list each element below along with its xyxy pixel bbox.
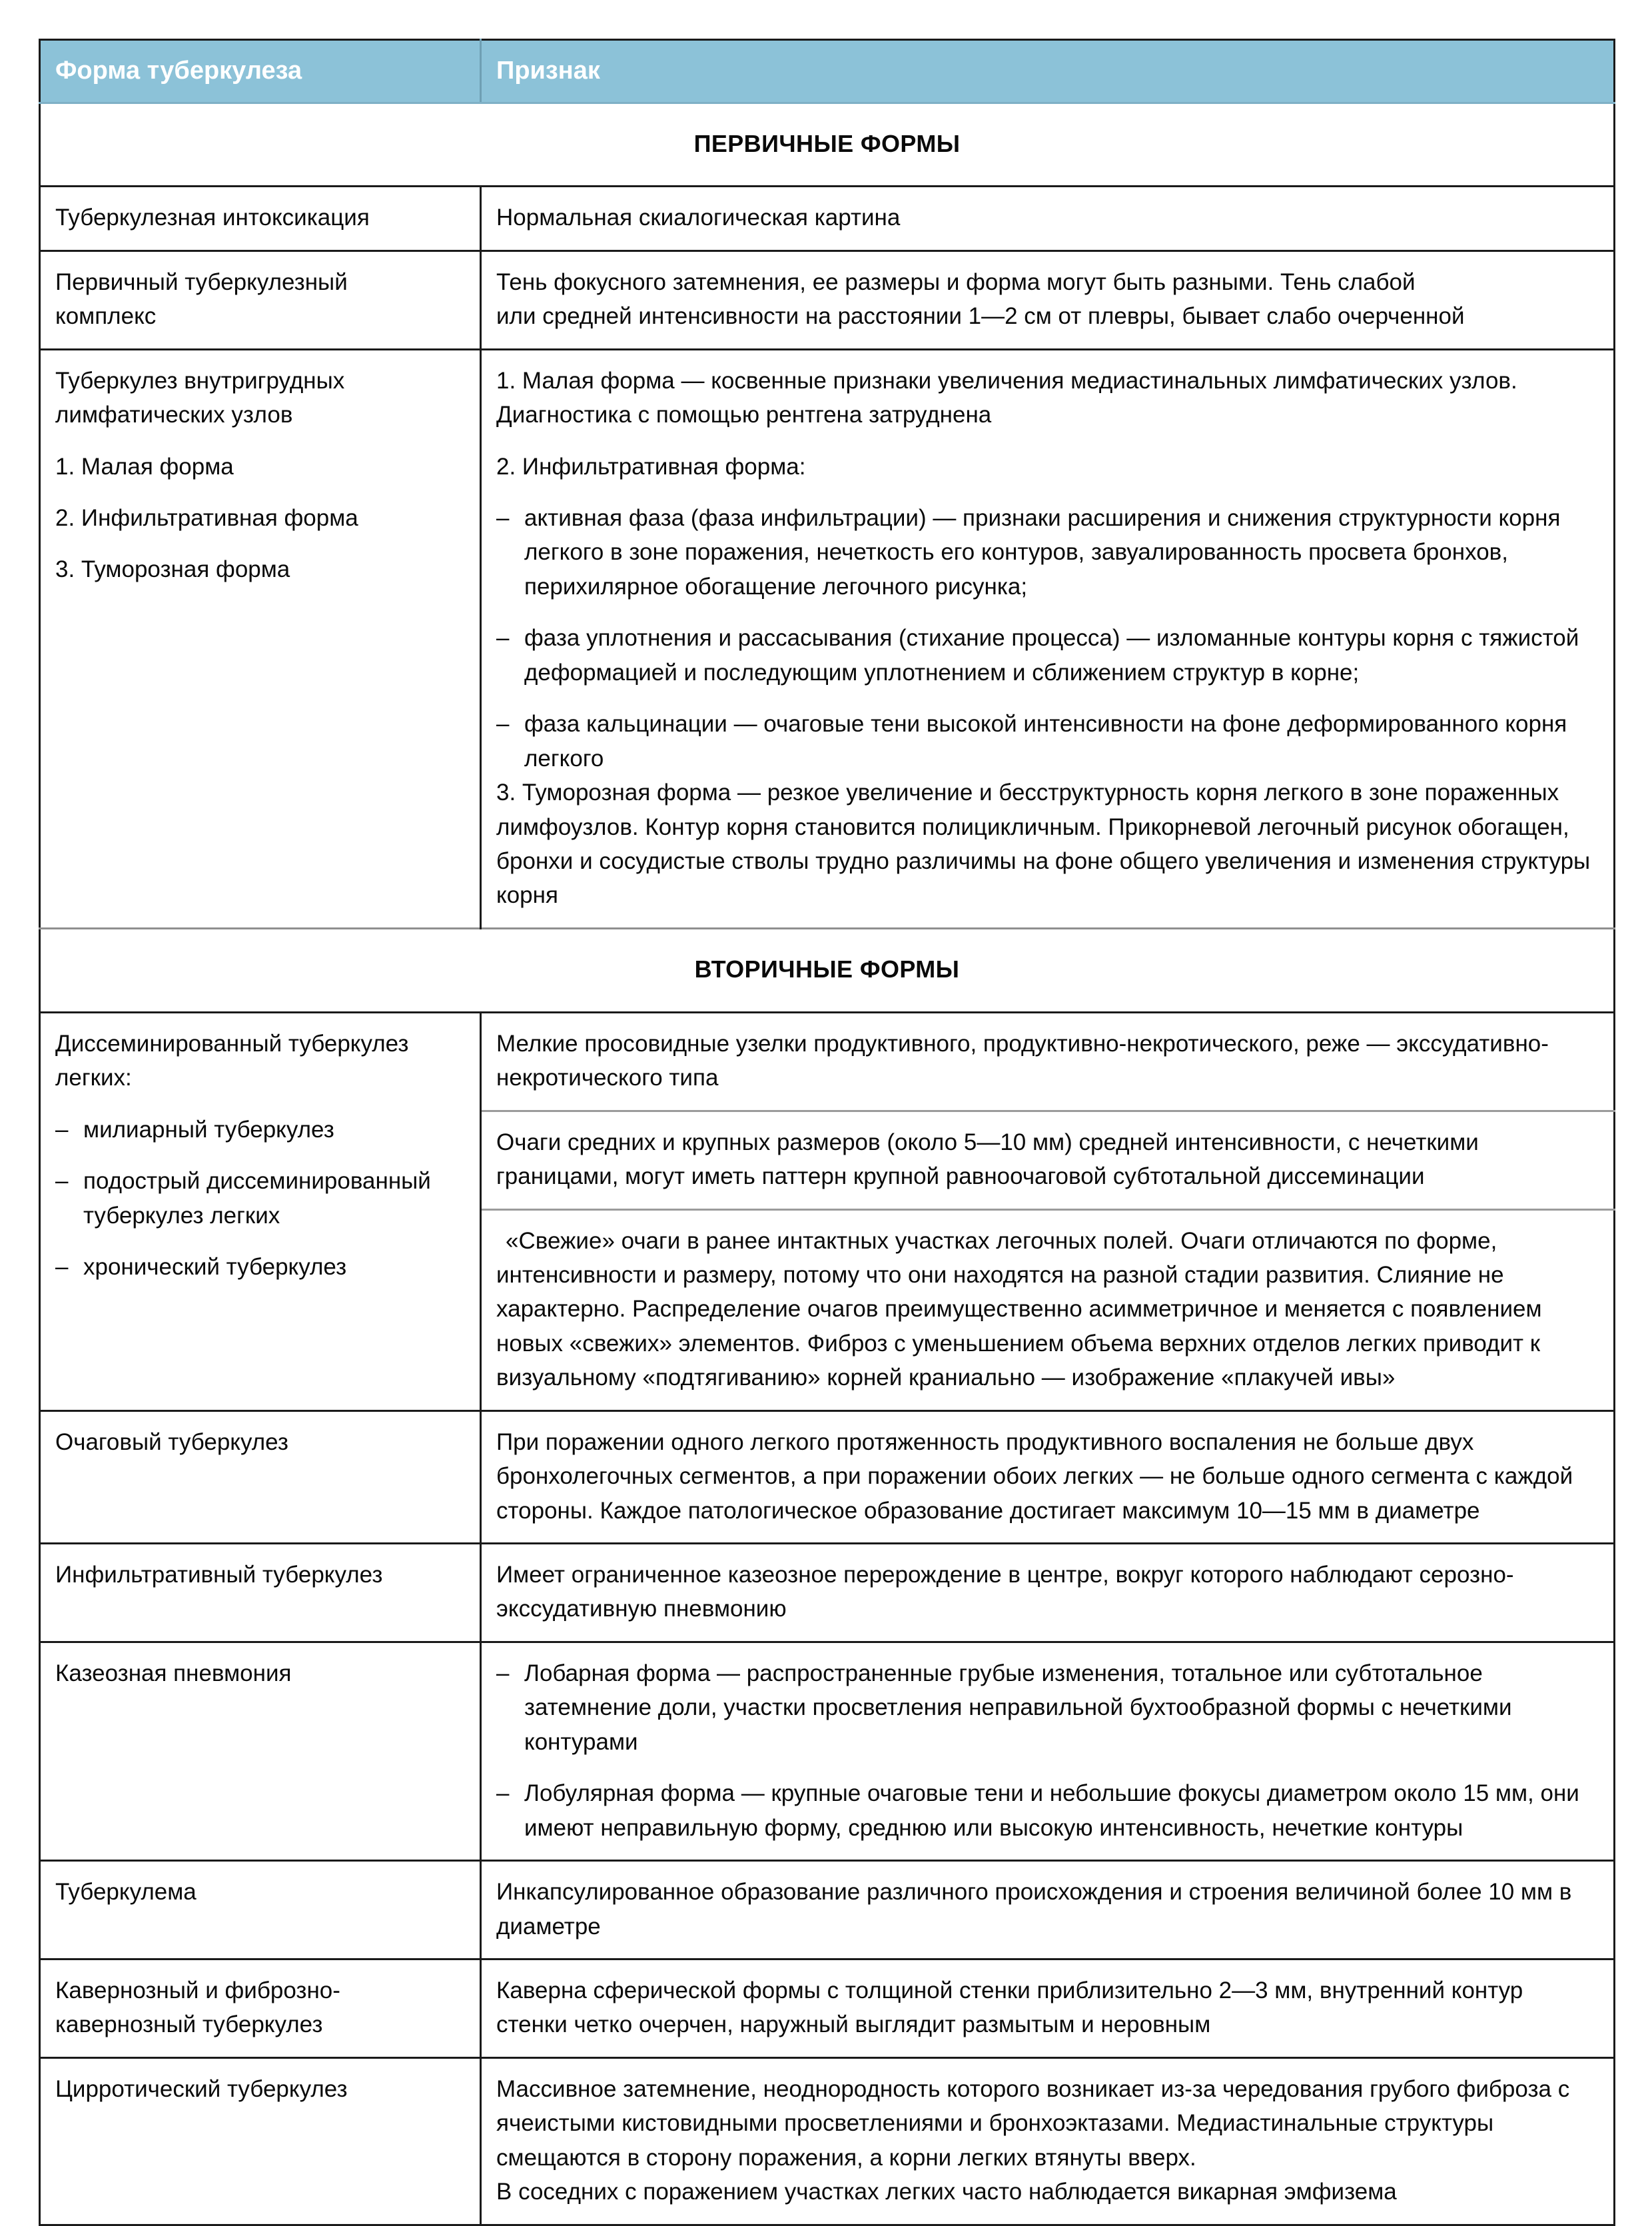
paragraph: 2. Инфильтративная форма: [496, 453, 806, 480]
text-line: Тень фокусного затемнения, ее размеры и форма могут быть разными. Тень слабой [496, 269, 1416, 295]
list-item-text: активная фаза (фаза инфильтрации) — признаки расширения и снижения структурности корня легкого в зоне поражения, нечеткость его контуров, завуалированность просвета бронхов, перихилярное обогащение легочного рисунка; [524, 505, 1561, 600]
text-line: Кавернозный и фиброзно- [55, 1977, 340, 2003]
section-title-primary: ПЕРВИЧНЫЕ ФОРМЫ [40, 103, 1615, 187]
cell-sign-cavernous: Каверна сферической формы с толщиной стенки приблизительно 2—3 мм, внутренний контур стенки четко очерчен, наружный выглядит размытым и неровным [481, 1959, 1615, 2057]
text-line: или средней интенсивности на расстоянии 1—2 см от плевры, бывает слабо очерченной [496, 303, 1465, 330]
dash-marker: – [496, 505, 510, 532]
column-header-form: Форма туберкулеза [40, 40, 481, 103]
cell-form-intoxication: Туберкулезная интоксикация [40, 187, 481, 251]
list-item-text: фаза уплотнения и рассасывания (стихание процесса) — изломанные контуры корня с тяжистой деформацией и последующим уплотнением и сближением структур в корне; [524, 625, 1579, 686]
cell-form-focal: Очаговый туберкулез [40, 1410, 481, 1543]
text-line: легких: [55, 1065, 132, 1091]
list-item-text: милиарный туберкулез [83, 1116, 334, 1143]
cell-form-cavernous [40, 1959, 481, 2057]
list-item-text: Лобарная форма — распространенные грубые изменения, тотальное или субтотальное затемнение доли, участки просветления неправильной бухтообразной формы с нечеткими контурами [524, 1660, 1512, 1755]
dash-marker: – [55, 1116, 69, 1143]
cell-form-disseminated [40, 1012, 481, 1410]
paragraph: Массивное затемнение, неоднородность которого возникает из-за чередования грубого фиброза с ячеистыми кистовидными просветлениями и бронхоэктазами. Медиастинальные структуры смещаются в сторону поражения, а корни легких втянуты вверх. [496, 2075, 1570, 2171]
phase-list [496, 501, 1599, 776]
table-body [40, 103, 1615, 2225]
form-subitems [55, 450, 465, 587]
cell-sign-caseous-pneumonia [481, 1642, 1615, 1860]
cell-sign-cirrhotic [481, 2057, 1615, 2225]
dash-marker: – [55, 1253, 69, 1280]
text-line: Туберкулез внутригрудных [55, 367, 345, 394]
list-item: 2. Инфильтративная форма [55, 505, 358, 532]
paragraph: 3. Туморозная форма — резкое увеличение и бесструктурность корня легкого в зоне пораженных лимфоузлов. Контур корня становится полицикличным. Прикорневой легочный рисунок обогащен, бронхи и сосудистые стволы трудно различимы на фоне общего увеличения и изменения структуры корня [496, 780, 1591, 909]
cell-sign-primary-complex [481, 251, 1615, 349]
dash-marker: – [496, 1660, 510, 1686]
table-row [40, 1012, 1615, 1111]
form-subitems [55, 1113, 465, 1285]
list-item-text: фаза кальцинации — очаговые тени высокой интенсивности на фоне деформированного корня легкого [524, 711, 1567, 772]
list-item: 3. Туморозная форма [55, 556, 290, 583]
list-item [55, 1113, 465, 1147]
cell-form-intrathoracic-nodes [40, 349, 481, 928]
cell-form-infiltrative: Инфильтративный туберкулез [40, 1544, 481, 1642]
table-row [40, 1410, 1615, 1543]
paragraph: 1. Малая форма — косвенные признаки увеличения медиастинальных лимфатических узлов. Диагностика с помощью рентгена затруднена [496, 367, 1517, 428]
column-header-sign: Признак [481, 40, 1615, 103]
cell-form-caseous-pneumonia: Казеозная пневмония [40, 1642, 481, 1860]
section-row-primary [40, 103, 1615, 187]
cell-sign-chronic: «Свежие» очаги в ранее интактных участках легочных полей. Очаги отличаются по форме, интенсивности и размеру, потому что они находятся на разной стадии развития. Слияние не характерно. Распределение очагов преимущественно асимметричное и меняется с появлением новых «свежих» элементов. Фиброз с уменьшением объема верхних отделов легких приводит к визуальному «подтягиванию» корней краниально — изображение «плакучей ивы» [481, 1209, 1615, 1410]
list-item [496, 501, 1599, 604]
list-item [55, 1250, 465, 1284]
list-item-text: подострый диссеминированный туберкулез легких [83, 1168, 431, 1229]
table-row [40, 1544, 1615, 1642]
cell-sign-focal: При поражении одного легкого протяженность продуктивного воспаления не больше двух бронхолегочных сегментов, а при поражении обоих легких — не больше одного сегмента с каждой стороны. Каждое патологическое образование достигает максимум 10—15 мм в диаметре [481, 1410, 1615, 1543]
section-title-secondary: ВТОРИЧНЫЕ ФОРМЫ [40, 928, 1615, 1012]
paragraph: В соседних с поражением участках легких часто наблюдается викарная эмфизема [496, 2179, 1397, 2205]
dash-marker: – [496, 1780, 510, 1807]
cell-sign-subacute: Очаги средних и крупных размеров (около 5—10 мм) средней интенсивности, с нечеткими границами, могут иметь паттерн крупной равноочаговой субтотальной диссеминации [481, 1111, 1615, 1209]
list-item [496, 621, 1599, 690]
form-title-block [55, 1027, 465, 1095]
text-line: комплекс [55, 303, 157, 330]
cell-form-primary-complex [40, 251, 481, 349]
cell-form-tuberculoma: Туберкулема [40, 1861, 481, 1959]
text-line: кавернозный туберкулез [55, 2011, 323, 2038]
text-line: Диссеминированный туберкулез [55, 1030, 409, 1057]
text-line: Первичный туберкулезный [55, 269, 348, 295]
list-item [496, 1656, 1599, 1759]
dash-marker: – [496, 625, 510, 652]
cell-sign-tuberculoma: Инкапсулированное образование различного происхождения и строения величиной более 10 мм в диаметре [481, 1861, 1615, 1959]
table-row [40, 251, 1615, 349]
list-item: 1. Малая форма [55, 453, 234, 480]
table-row [40, 1642, 1615, 1860]
cell-form-cirrhotic: Цирротический туберкулез [40, 2057, 481, 2225]
cell-sign-miliary: Мелкие просовидные узелки продуктивного, продуктивно-некротического, реже — экссудативно-некротического типа [481, 1012, 1615, 1111]
tuberculosis-forms-table [39, 39, 1615, 2226]
list-item-text: хронический туберкулез [83, 1253, 347, 1280]
list-item [496, 1776, 1599, 1845]
form-title-block [55, 364, 465, 432]
cell-sign-intrathoracic-nodes [481, 349, 1615, 928]
dash-marker: – [496, 711, 510, 738]
table-header-row [40, 40, 1615, 103]
text-line: лимфатических узлов [55, 402, 293, 428]
table-row [40, 1861, 1615, 1959]
table-header [40, 40, 1615, 103]
section-row-secondary [40, 928, 1615, 1012]
table-row [40, 2057, 1615, 2225]
list-item-text: Лобулярная форма — крупные очаговые тени и небольшие фокусы диаметром около 15 мм, они имеют неправильную форму, среднюю или высокую интенсивность, нечеткие контуры [524, 1780, 1579, 1841]
table-row [40, 187, 1615, 251]
table-row [40, 349, 1615, 928]
table-row [40, 1959, 1615, 2057]
cell-sign-infiltrative: Имеет ограниченное казеозное перерождение в центре, вокруг которого наблюдают серозно-экссудативную пневмонию [481, 1544, 1615, 1642]
dash-marker: – [55, 1168, 69, 1195]
cell-sign-intoxication: Нормальная скиалогическая картина [481, 187, 1615, 251]
list-item [55, 1164, 465, 1233]
list-item [496, 707, 1599, 776]
